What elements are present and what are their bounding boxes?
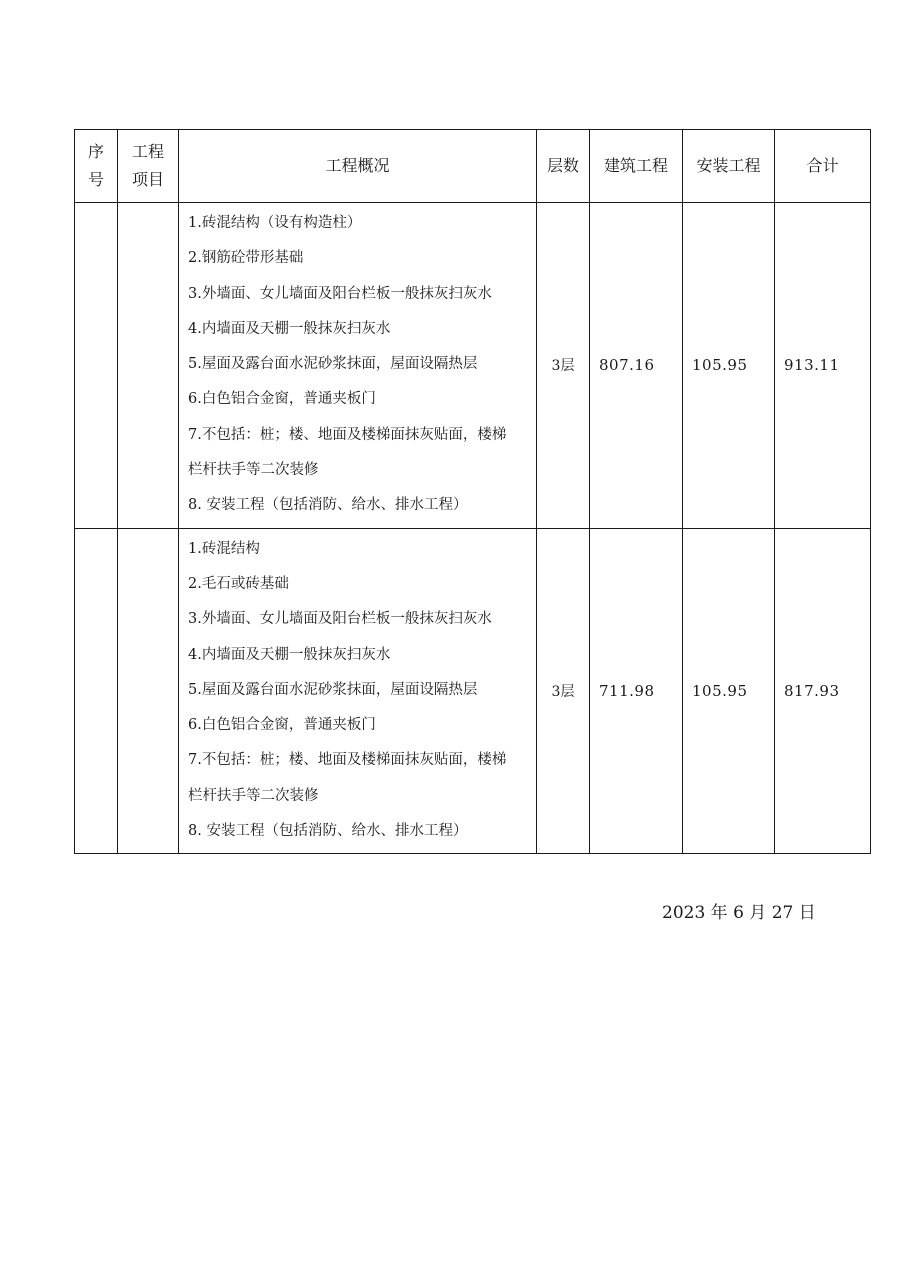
- overview-line: 4.内墙面及天棚一般抹灰扫灰水: [188, 320, 391, 337]
- overview-line: 1.砖混结构: [188, 540, 260, 557]
- overview-line: 4.内墙面及天棚一般抹灰扫灰水: [188, 646, 391, 663]
- overview-line: 3.外墙面、女儿墙面及阳台栏板一般抹灰扫灰水: [188, 611, 492, 628]
- overview-line: 2.毛石或砖基础: [188, 575, 289, 592]
- overview-line: 6.白色铝合金窗，普通夹板门: [188, 391, 376, 408]
- header-seq: [75, 130, 118, 203]
- overview-line: 1.砖混结构（设有构造柱）: [188, 215, 362, 231]
- header-project-line-2: 项目: [131, 170, 164, 189]
- header-seq-line-2: 号: [87, 170, 104, 189]
- overview-line: 8. 安装工程（包括消防、给水、排水工程）: [188, 823, 468, 840]
- header-project: [118, 130, 179, 203]
- cell-seq: [75, 203, 118, 529]
- project-cost-table: [74, 129, 871, 854]
- cell-install-cost: 105.95: [683, 203, 775, 529]
- overview-line: 2.钢筋砼带形基础: [188, 250, 304, 267]
- overview-line: 3.外墙面、女儿墙面及阳台栏板一般抹灰扫灰水: [188, 285, 492, 302]
- header-overview: 工程概况: [179, 130, 537, 203]
- table-header-row: [75, 130, 871, 203]
- header-building: 建筑工程: [590, 130, 683, 203]
- cell-project: [118, 203, 179, 529]
- cell-total-cost: 913.11: [775, 203, 871, 529]
- overview-line: 栏杆扶手等二次装修: [188, 462, 319, 479]
- cell-total-cost: 817.93: [775, 528, 871, 854]
- cell-floors: 3层: [537, 203, 590, 529]
- table-row: [75, 203, 871, 529]
- cell-install-cost: 105.95: [683, 528, 775, 854]
- overview-line: 5.屋面及露台面水泥砂浆抹面，屋面设隔热层: [188, 681, 478, 698]
- overview-line: 6.白色铝合金窗，普通夹板门: [188, 717, 376, 734]
- overview-line: 7.不包括：桩；楼、地面及楼梯面抹灰贴面，楼梯: [188, 752, 507, 769]
- header-install: 安装工程: [683, 130, 775, 203]
- document-date: 2023 年 6 月 27 日: [662, 903, 816, 923]
- overview-line: 8. 安装工程（包括消防、给水、排水工程）: [188, 497, 468, 514]
- cell-overview: [179, 528, 537, 854]
- overview-line: 7.不包括：桩；楼、地面及楼梯面抹灰贴面，楼梯: [188, 426, 507, 443]
- cell-overview: [179, 203, 537, 529]
- cell-floors: 3层: [537, 528, 590, 854]
- cell-building-cost: 711.98: [590, 528, 683, 854]
- cell-building-cost: 807.16: [590, 203, 683, 529]
- cell-project: [118, 528, 179, 854]
- table-row: [75, 528, 871, 854]
- header-seq-line-1: 序: [87, 142, 104, 161]
- cell-seq: [75, 528, 118, 854]
- header-floors: 层数: [537, 130, 590, 203]
- overview-line: 5.屋面及露台面水泥砂浆抹面，屋面设隔热层: [188, 356, 478, 373]
- header-project-line-1: 工程: [131, 142, 164, 161]
- header-total: 合计: [775, 130, 871, 203]
- overview-line: 栏杆扶手等二次装修: [188, 787, 319, 804]
